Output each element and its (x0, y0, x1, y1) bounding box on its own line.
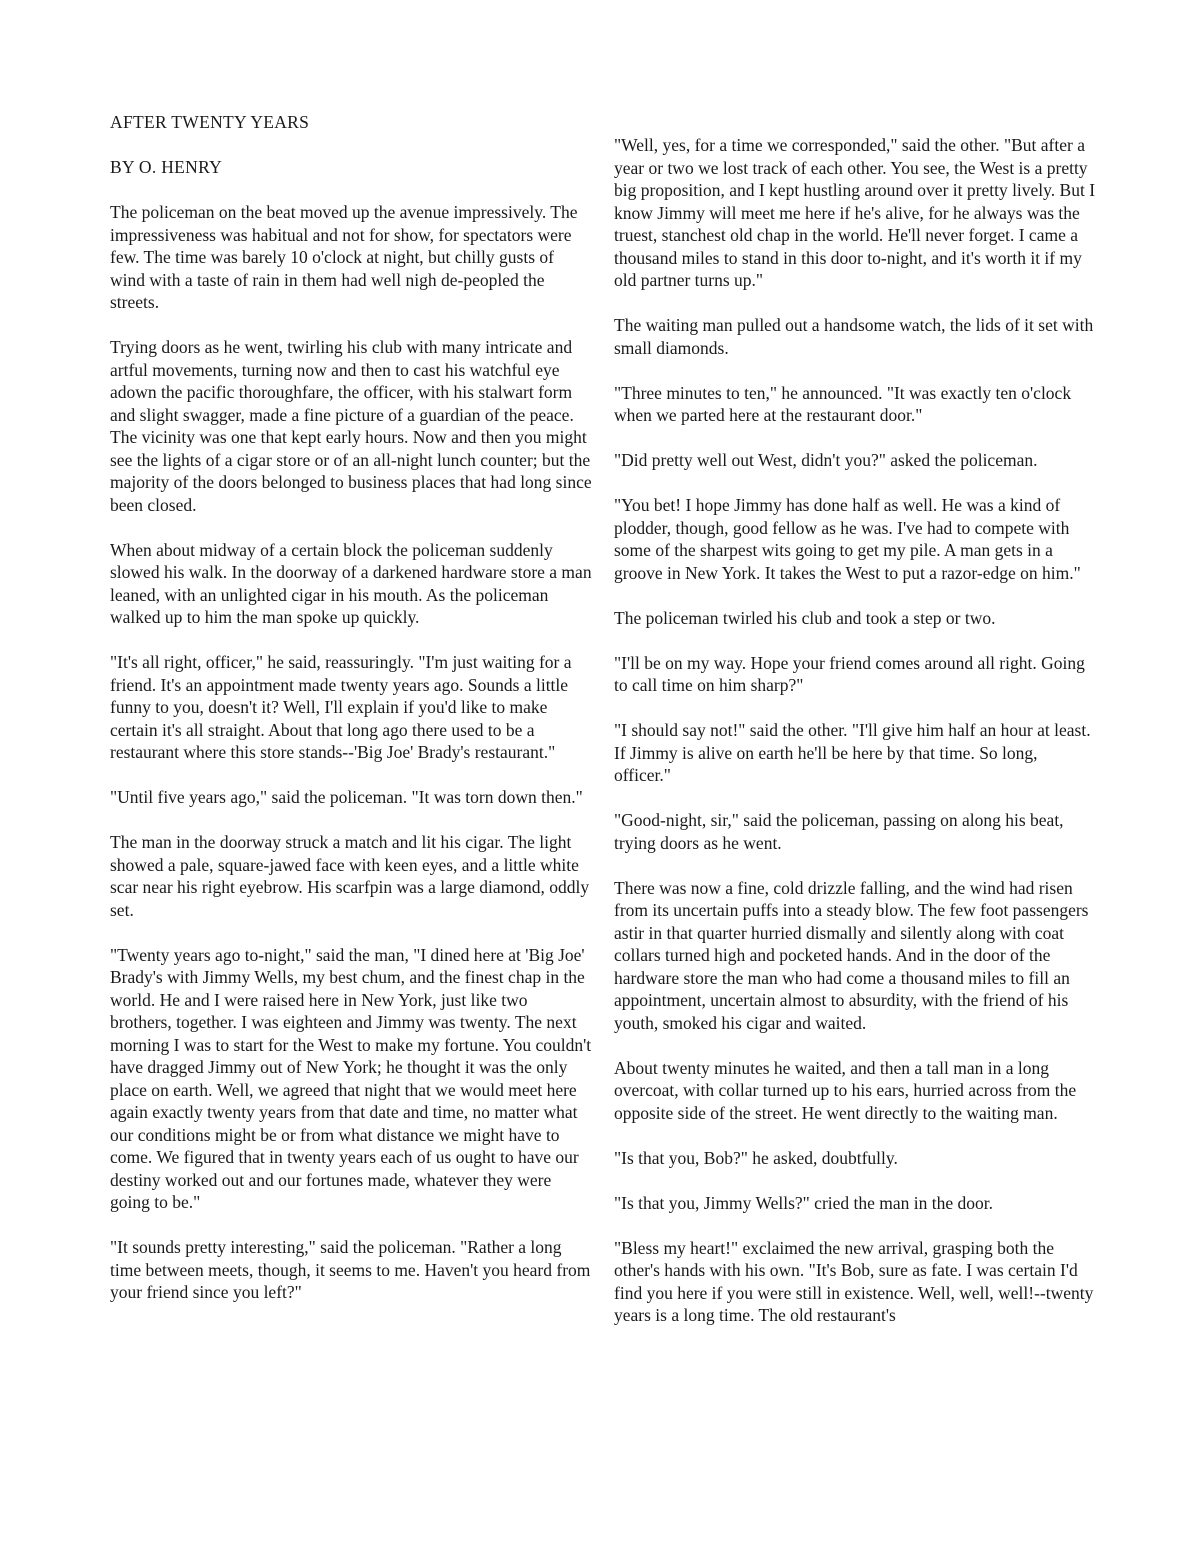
paragraph: Trying doors as he went, twirling his club with many intricate and artful movements, turning now and then to cast his watchful eye adown the pacific thoroughfare, the officer, with his stalwart form and slight swagger, made a fine picture of a guardian of the peace. The vicinity was one that kept early hours. Now and then you might see the lights of a cigar store or of an all-night lunch counter; but the majority of the doors belonged to business places that had long since been closed. (110, 337, 592, 515)
paragraph: "Good-night, sir," said the policeman, passing on along his beat, trying doors as he went. (614, 810, 1064, 853)
paragraph: "Is that you, Bob?" he asked, doubtfully. (614, 1147, 898, 1168)
paragraph: There was now a fine, cold drizzle falling, and the wind had risen from its uncertain puffs into a steady blow. The few foot passengers astir in that quarter hurried dismally and silently along with coat collars turned high and pocketed hands. And in the door of the hardware store the man who had come a thousand miles to fill an appointment, uncertain almost to absurdity, with the friend of his youth, smoked his cigar and waited. (614, 877, 1089, 1033)
paragraph: "I should say not!" said the other. "I'll give him half an hour at least. If Jimmy is alive on earth he'll be here by that time. So long, officer." (614, 720, 1091, 785)
paragraph: "Bless my heart!" exclaimed the new arrival, grasping both the other's hands with his own. "It's Bob, sure as fate. I was certain I'd find you here if you were still in existence. Well, well, well!--twenty years is a long time. The old restaurant's (614, 1237, 1094, 1325)
right-column (614, 134, 1096, 1349)
paragraph: "Until five years ago," said the policeman. "It was torn down then." (110, 787, 583, 807)
paragraph: The waiting man pulled out a handsome watch, the lids of it set with small diamonds. (614, 315, 1094, 358)
byline: BY O. HENRY (110, 156, 223, 177)
paragraph: "It's all right, officer," he said, reassuringly. "I'm just waiting for a friend. It's an appointment made twenty years ago. Sounds a little funny to you, doesn't it? Well, I'll explain if you'd like to make certain it's all straight. About that long ago there used to be a restaurant where this store stands--'Big Joe' Brady's restaurant." (110, 652, 572, 762)
paragraph: The man in the doorway struck a match and lit his cigar. The light showed a pale, square-jawed face with keen eyes, and a little white scar near his right eyebrow. His scarfpin was a large diamond, oddly set. (110, 832, 590, 920)
paragraph: "I'll be on my way. Hope your friend comes around all right. Going to call time on him sharp?" (614, 652, 1085, 695)
paragraph: The policeman twirled his club and took a step or two. (614, 607, 996, 628)
story-title: AFTER TWENTY YEARS (110, 112, 310, 132)
paragraph: "Did pretty well out West, didn't you?" asked the policeman. (614, 450, 1038, 470)
paragraph: When about midway of a certain block the policeman suddenly slowed his walk. In the doorway of a darkened hardware store a man leaned, with an unlighted cigar in his mouth. As the policeman walked up to him the man spoke up quickly. (110, 539, 592, 627)
paragraph: "It sounds pretty interesting," said the policeman. "Rather a long time between meets, though, it seems to me. Haven't you heard from your friend since you left?" (110, 1237, 591, 1302)
paragraph: "Is that you, Jimmy Wells?" cried the man in the door. (614, 1192, 994, 1213)
paragraph: "Three minutes to ten," he announced. "It was exactly ten o'clock when we parted here at the restaurant door." (614, 382, 1072, 425)
paragraph: "You bet! I hope Jimmy has done half as well. He was a kind of plodder, though, good fellow as he was. I've had to compete with some of the sharpest wits going to get my pile. A man gets in a groove in New York. It takes the West to put a razor-edge on him." (614, 495, 1081, 583)
paragraph: The policeman on the beat moved up the avenue impressively. The impressiveness was habitual and not for show, for spectators were few. The time was barely 10 o'clock at night, but chilly gusts of wind with a taste of rain in them had well nigh de-peopled the streets. (110, 202, 578, 312)
left-column (110, 111, 592, 1326)
paragraph: "Well, yes, for a time we corresponded," said the other. "But after a year or two we lost track of each other. You see, the West is a pretty big proposition, and I kept hustling around over it pretty lively. But I know Jimmy will meet me here if he's alive, for he always was the truest, stanchest old chap in the world. He'll never forget. I came a thousand miles to stand in this door to-night, and it's worth it if my old partner turns up." (614, 135, 1096, 290)
paragraph: "Twenty years ago to-night," said the man, "I dined here at 'Big Joe' Brady's with Jimmy Wells, my best chum, and the finest chap in the world. He and I were raised here in New York, just like two brothers, together. I was eighteen and Jimmy was twenty. The next morning I was to start for the West to make my fortune. You couldn't have dragged Jimmy out of New York; he thought it was the only place on earth. Well, we agreed that night that we would meet here again exactly twenty years from that date and time, no matter what our conditions might be or from what distance we might have to come. We figured that in twenty years each of us ought to have our destiny worked out and our fortunes made, whatever they were going to be." (110, 944, 592, 1212)
paragraph: About twenty minutes he waited, and then a tall man in a long overcoat, with collar turned up to his ears, hurried across from the opposite side of the street. He went directly to the waiting man. (614, 1057, 1077, 1123)
